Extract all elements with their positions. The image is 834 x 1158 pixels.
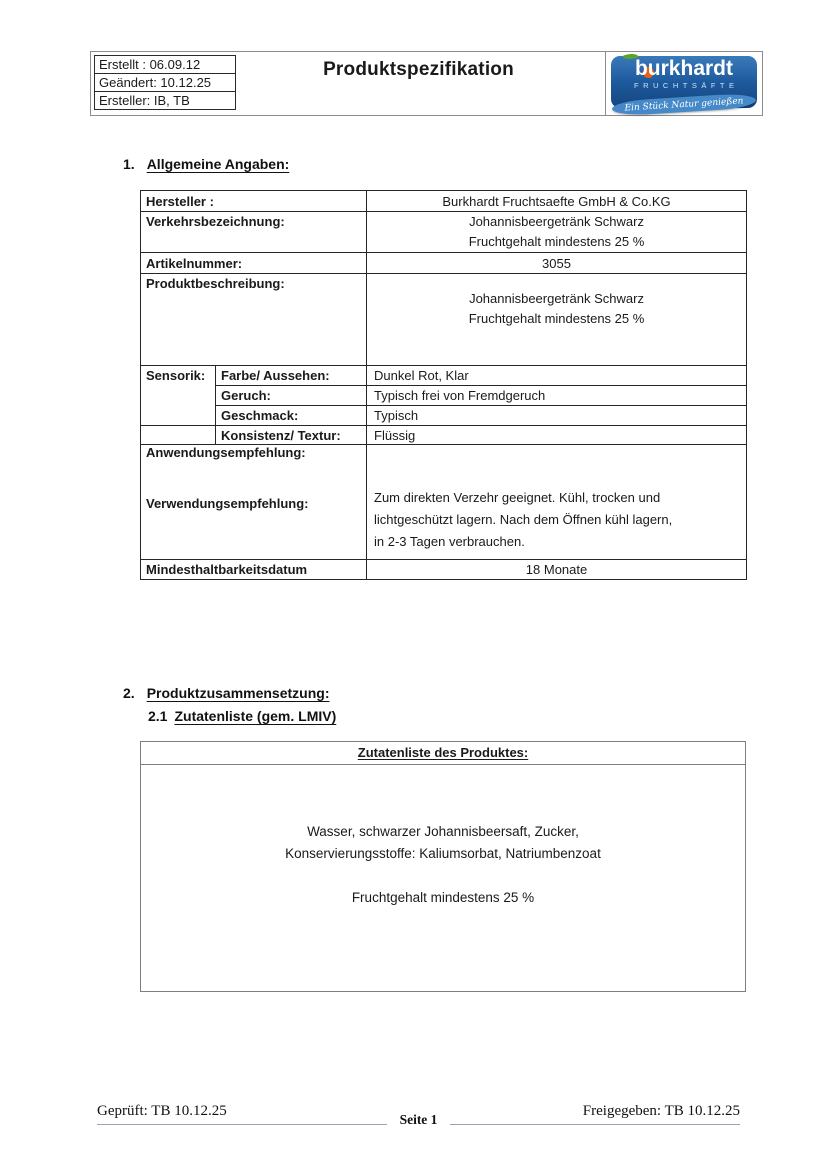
hersteller-label: Hersteller :	[141, 191, 367, 212]
hersteller-value: Burkhardt Fruchtsaefte GmbH & Co.KG	[367, 191, 747, 212]
sensorik-value: Typisch frei von Fremdgeruch	[367, 386, 747, 406]
sensorik-value: Dunkel Rot, Klar	[367, 366, 747, 386]
produktbeschreibung-label: Produktbeschreibung:	[141, 274, 367, 366]
table-row	[141, 406, 747, 426]
section2-sub-title: Zutatenliste (gem. LMIV)	[174, 708, 337, 724]
table-row	[141, 386, 747, 406]
section2-title: Produktzusammensetzung:	[146, 685, 330, 701]
logo-badge	[611, 56, 757, 114]
table-row	[141, 191, 747, 212]
sensorik-value: Flüssig	[367, 426, 747, 445]
section1-title: Allgemeine Angaben:	[146, 156, 290, 172]
artikelnummer-value: 3055	[367, 253, 747, 274]
meta-geaendert: Geändert: 10.12.25	[95, 74, 236, 92]
footer-geprueft: Geprüft: TB 10.12.25	[97, 1103, 387, 1125]
ingredients-line: Wasser, schwarzer Johannisbeersaft, Zucker,	[307, 824, 579, 839]
table-row	[95, 74, 236, 92]
ingredients-table-header: Zutatenliste des Produktes:	[141, 742, 745, 765]
mhd-label: Mindesthaltbarkeitsdatum	[141, 560, 367, 580]
sensorik-attr: Geschmack:	[216, 406, 367, 426]
logo-ribbon	[612, 93, 757, 117]
verwendungsempfehlung-value: Zum direkten Verzehr geeignet. Kühl, trocken und lichtgeschützt lagern. Nach dem Öffnen kühl lagern, in 2-3 Tagen verbrauchen.	[367, 445, 747, 560]
meta-ersteller: Ersteller: IB, TB	[95, 92, 236, 110]
table-row	[141, 274, 747, 366]
table-row	[141, 426, 747, 445]
document-header	[90, 51, 763, 116]
company-logo	[606, 52, 762, 115]
revision-meta-table	[94, 55, 236, 110]
section2-heading	[123, 685, 336, 724]
section1-number: 1.	[123, 156, 135, 172]
page-number: Seite 1	[399, 1112, 438, 1127]
ingredients-table-body	[141, 765, 745, 909]
table-row	[95, 56, 236, 74]
table-row	[141, 212, 747, 253]
sensorik-label: Sensorik:	[141, 366, 216, 426]
ingredients-table	[140, 741, 746, 992]
mhd-value: 18 Monate	[367, 560, 747, 580]
table-row	[141, 560, 747, 580]
general-info-table	[140, 190, 747, 580]
sensorik-attr: Geruch:	[216, 386, 367, 406]
sensorik-attr: Farbe/ Aussehen:	[216, 366, 367, 386]
fruit-content-line: Fruchtgehalt mindestens 25 %	[351, 890, 535, 905]
sensorik-value: Typisch	[367, 406, 747, 426]
section2-number: 2.	[123, 685, 135, 701]
table-row	[141, 445, 747, 560]
logo-subtitle: FRUCHTSÄFTE	[634, 81, 739, 90]
logo-brand-name: burkhardt	[634, 57, 733, 80]
anwendungsempfehlung-label: Anwendungsempfehlung:	[146, 445, 306, 460]
logo-tagline: Ein Stück Natur genießen	[624, 95, 744, 114]
verkehrsbezeichnung-value: Johannisbeergetränk Schwarz Fruchtgehalt mindestens 25 %	[367, 212, 747, 253]
table-row	[141, 366, 747, 386]
verkehrsbezeichnung-label: Verkehrsbezeichnung:	[141, 212, 367, 253]
section2-sub-number: 2.1	[148, 708, 168, 724]
ingredients-line: Konservierungsstoffe: Kaliumsorbat, Natriumbenzoat	[285, 846, 601, 861]
sensorik-attr: Konsistenz/ Textur:	[216, 426, 367, 445]
page-title: Produktspezifikation	[323, 59, 514, 80]
artikelnummer-label: Artikelnummer:	[141, 253, 367, 274]
footer-freigegeben: Freigegeben: TB 10.12.25	[450, 1103, 740, 1125]
section1-heading	[123, 156, 289, 172]
produktbeschreibung-value: Johannisbeergetränk Schwarz Fruchtgehalt mindestens 25 %	[367, 274, 747, 366]
empty-cell	[141, 426, 216, 445]
meta-erstellt: Erstellt : 06.09.12	[95, 56, 236, 74]
page-footer	[97, 1103, 740, 1128]
empfehlung-labels	[141, 445, 367, 560]
verwendungsempfehlung-label: Verwendungsempfehlung:	[146, 496, 309, 511]
table-row	[141, 253, 747, 274]
section2-subheading	[148, 708, 336, 724]
table-row	[95, 92, 236, 110]
